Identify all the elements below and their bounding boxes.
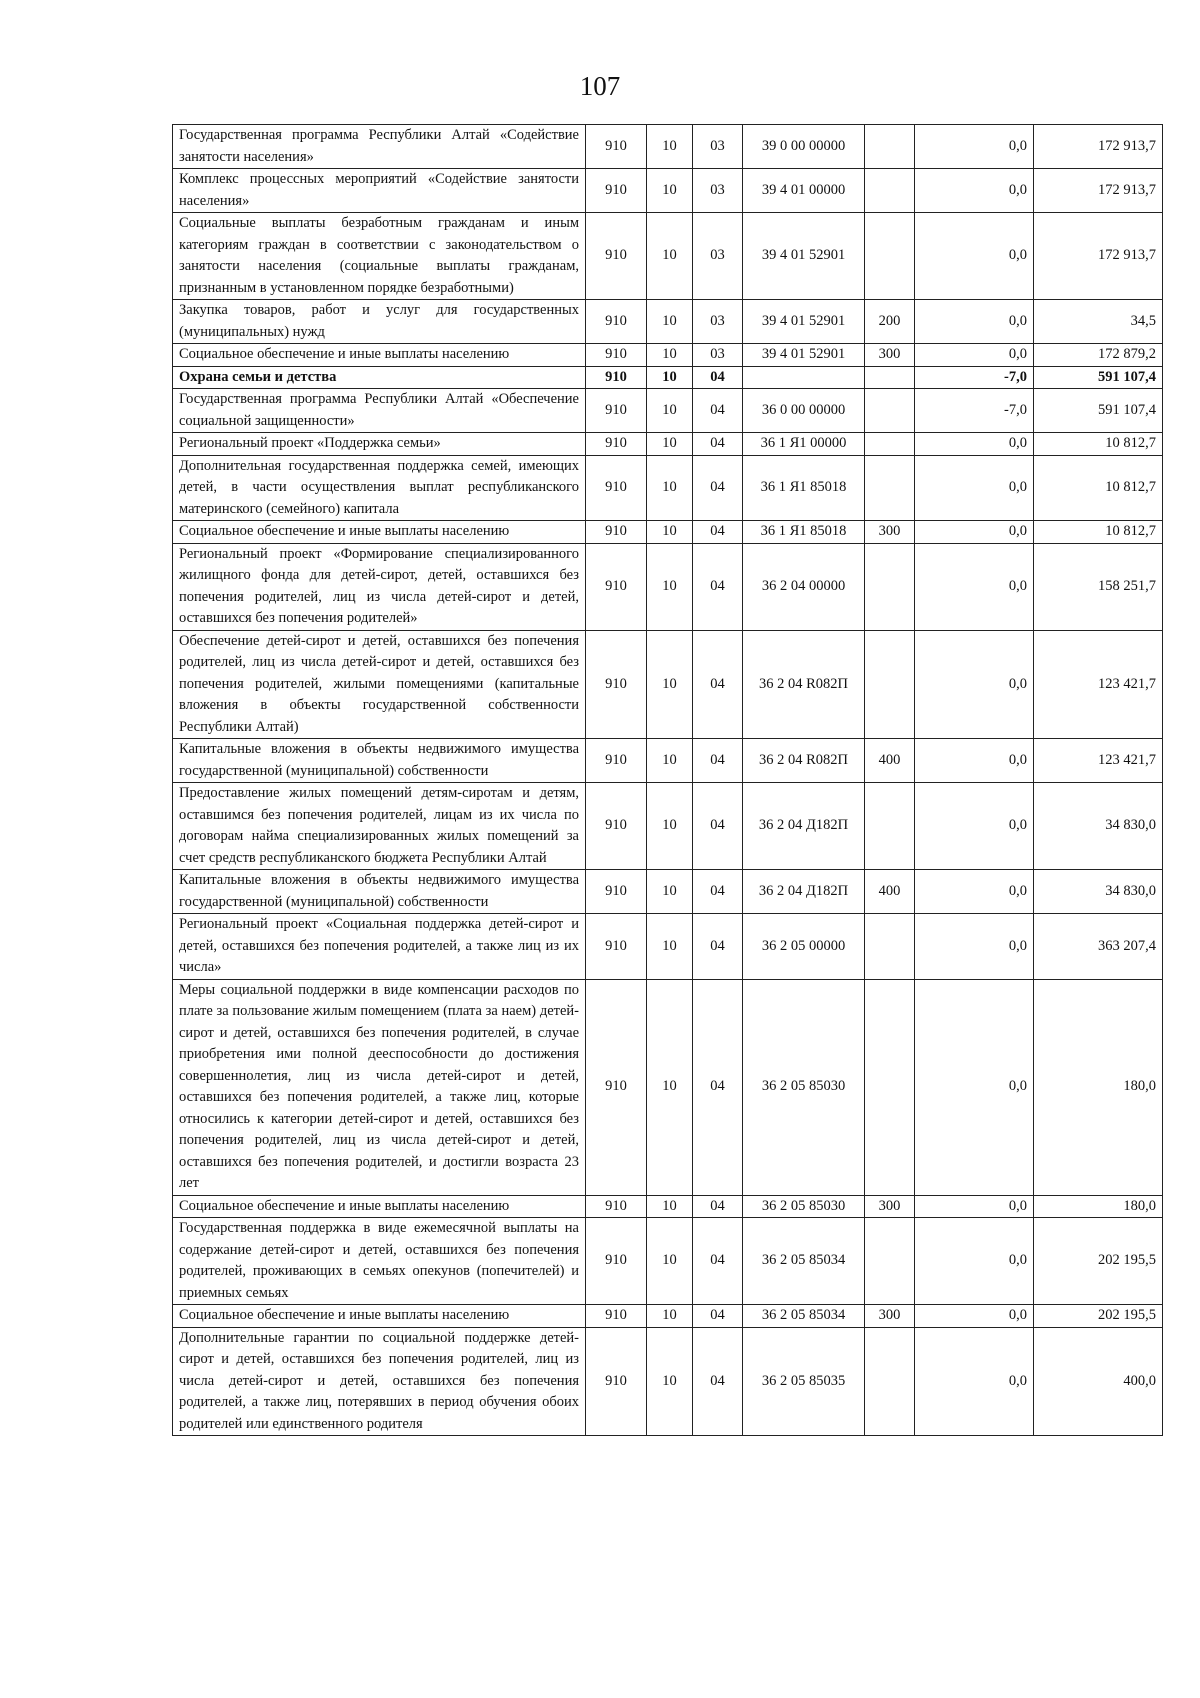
cell-subsection: 04 (693, 979, 743, 1195)
cell-sum-total: 10 812,7 (1034, 521, 1163, 544)
cell-sum-change: 0,0 (915, 455, 1034, 521)
table-row (173, 870, 1163, 914)
cell-name: Комплекс процессных мероприятий «Содействие занятости населения» (173, 169, 586, 213)
cell-expense-type: 400 (865, 739, 915, 783)
cell-sum-change: 0,0 (915, 344, 1034, 367)
cell-sum-change: 0,0 (915, 783, 1034, 870)
table-row (173, 1195, 1163, 1218)
table-row (173, 389, 1163, 433)
cell-subsection: 04 (693, 543, 743, 630)
cell-sum-total: 591 107,4 (1034, 389, 1163, 433)
table-row (173, 455, 1163, 521)
cell-grbs: 910 (586, 1218, 647, 1305)
cell-expense-type (865, 1327, 915, 1436)
cell-expense-type: 400 (865, 870, 915, 914)
cell-name: Предоставление жилых помещений детям-сиротам и детям, оставшимся без попечения родителей, лицам из их числа по договорам найма специализированных жилых помещений за счет средств республиканского бюджета Республики Алтай (173, 783, 586, 870)
cell-sum-change: 0,0 (915, 213, 1034, 300)
table-row (173, 433, 1163, 456)
cell-expense-type (865, 1218, 915, 1305)
cell-name: Государственная программа Республики Алтай «Обеспечение социальной защищенности» (173, 389, 586, 433)
cell-target-article: 36 2 05 00000 (743, 914, 865, 980)
cell-sum-total: 202 195,5 (1034, 1218, 1163, 1305)
cell-section: 10 (647, 433, 693, 456)
cell-expense-type: 300 (865, 521, 915, 544)
cell-target-article: 39 4 01 52901 (743, 300, 865, 344)
cell-expense-type: 300 (865, 344, 915, 367)
cell-target-article: 36 2 05 85034 (743, 1305, 865, 1328)
cell-subsection: 03 (693, 125, 743, 169)
cell-sum-change: 0,0 (915, 630, 1034, 739)
cell-target-article: 39 4 01 52901 (743, 213, 865, 300)
cell-grbs: 910 (586, 543, 647, 630)
cell-sum-total: 34,5 (1034, 300, 1163, 344)
cell-sum-total: 591 107,4 (1034, 366, 1163, 389)
cell-target-article: 36 2 05 85030 (743, 979, 865, 1195)
cell-target-article: 36 0 00 00000 (743, 389, 865, 433)
cell-target-article: 39 4 01 52901 (743, 344, 865, 367)
table-row (173, 543, 1163, 630)
cell-sum-change: -7,0 (915, 389, 1034, 433)
cell-name: Региональный проект «Формирование специализированного жилищного фонда для детей-сирот, детей, оставшихся без попечения родителей, лиц из числа детей-сирот и детей, оставшихся без попечения родителей» (173, 543, 586, 630)
cell-name: Социальное обеспечение и иные выплаты населению (173, 521, 586, 544)
cell-sum-change: 0,0 (915, 1195, 1034, 1218)
cell-target-article: 36 2 04 R082П (743, 630, 865, 739)
cell-target-article: 36 2 04 00000 (743, 543, 865, 630)
table-row (173, 739, 1163, 783)
cell-grbs: 910 (586, 914, 647, 980)
cell-sum-total: 400,0 (1034, 1327, 1163, 1436)
cell-subsection: 04 (693, 630, 743, 739)
cell-name: Обеспечение детей-сирот и детей, оставшихся без попечения родителей, лиц из числа детей-сирот и детей, оставшихся без попечения родителей, жилыми помещениями (капитальные вложения в объекты государственной собственности Республики Алтай) (173, 630, 586, 739)
cell-subsection: 03 (693, 169, 743, 213)
cell-grbs: 910 (586, 455, 647, 521)
table-row (173, 1305, 1163, 1328)
cell-name: Закупка товаров, работ и услуг для государственных (муниципальных) нужд (173, 300, 586, 344)
cell-grbs: 910 (586, 521, 647, 544)
cell-sum-change: 0,0 (915, 300, 1034, 344)
table-row (173, 630, 1163, 739)
cell-grbs: 910 (586, 366, 647, 389)
cell-target-article: 36 2 04 Д182П (743, 783, 865, 870)
table-row (173, 213, 1163, 300)
cell-sum-total: 34 830,0 (1034, 783, 1163, 870)
cell-expense-type (865, 125, 915, 169)
cell-grbs: 910 (586, 300, 647, 344)
cell-section: 10 (647, 870, 693, 914)
cell-name: Социальное обеспечение и иные выплаты населению (173, 344, 586, 367)
table-row (173, 979, 1163, 1195)
cell-subsection: 04 (693, 1218, 743, 1305)
cell-sum-total: 202 195,5 (1034, 1305, 1163, 1328)
cell-expense-type (865, 169, 915, 213)
cell-section: 10 (647, 1327, 693, 1436)
cell-sum-change: 0,0 (915, 433, 1034, 456)
cell-sum-change: 0,0 (915, 979, 1034, 1195)
table-row (173, 1327, 1163, 1436)
cell-subsection: 04 (693, 783, 743, 870)
cell-section: 10 (647, 213, 693, 300)
cell-grbs: 910 (586, 1195, 647, 1218)
cell-target-article: 36 1 Я1 85018 (743, 521, 865, 544)
cell-expense-type: 300 (865, 1305, 915, 1328)
cell-grbs: 910 (586, 1327, 647, 1436)
cell-expense-type (865, 433, 915, 456)
cell-sum-total: 180,0 (1034, 1195, 1163, 1218)
cell-subsection: 04 (693, 1195, 743, 1218)
table-row (173, 125, 1163, 169)
cell-name: Охрана семьи и детства (173, 366, 586, 389)
cell-sum-total: 172 879,2 (1034, 344, 1163, 367)
table-row (173, 300, 1163, 344)
cell-expense-type (865, 914, 915, 980)
cell-grbs: 910 (586, 630, 647, 739)
cell-subsection: 04 (693, 366, 743, 389)
cell-grbs: 910 (586, 169, 647, 213)
cell-section: 10 (647, 300, 693, 344)
cell-subsection: 04 (693, 914, 743, 980)
cell-grbs: 910 (586, 979, 647, 1195)
cell-section: 10 (647, 1305, 693, 1328)
cell-section: 10 (647, 169, 693, 213)
cell-name: Государственная поддержка в виде ежемесячной выплаты на содержание детей-сирот и детей, оставшихся без попечения родителей, проживающих в семьях опекунов (попечителей) и приемных семьях (173, 1218, 586, 1305)
cell-sum-total: 172 913,7 (1034, 213, 1163, 300)
cell-subsection: 04 (693, 521, 743, 544)
cell-subsection: 03 (693, 300, 743, 344)
cell-target-article: 36 1 Я1 85018 (743, 455, 865, 521)
cell-grbs: 910 (586, 344, 647, 367)
cell-sum-change: 0,0 (915, 870, 1034, 914)
cell-name: Дополнительные гарантии по социальной поддержке детей-сирот и детей, оставшихся без попечения родителей, лиц из числа детей-сирот и детей, оставшихся без попечения родителей, а также лиц, потерявших в период обучения обоих родителей или единственного родителя (173, 1327, 586, 1436)
cell-grbs: 910 (586, 739, 647, 783)
cell-sum-change: 0,0 (915, 1327, 1034, 1436)
cell-sum-change: -7,0 (915, 366, 1034, 389)
cell-name: Социальное обеспечение и иные выплаты населению (173, 1305, 586, 1328)
cell-expense-type (865, 389, 915, 433)
table-row (173, 783, 1163, 870)
cell-sum-change: 0,0 (915, 1218, 1034, 1305)
cell-sum-total: 158 251,7 (1034, 543, 1163, 630)
cell-name: Социальное обеспечение и иные выплаты населению (173, 1195, 586, 1218)
cell-subsection: 04 (693, 455, 743, 521)
table-row (173, 366, 1163, 389)
cell-subsection: 04 (693, 389, 743, 433)
cell-expense-type (865, 979, 915, 1195)
cell-expense-type (865, 783, 915, 870)
cell-section: 10 (647, 366, 693, 389)
cell-section: 10 (647, 455, 693, 521)
cell-expense-type (865, 366, 915, 389)
cell-section: 10 (647, 630, 693, 739)
cell-section: 10 (647, 344, 693, 367)
cell-name: Капитальные вложения в объекты недвижимого имущества государственной (муниципальной) собственности (173, 870, 586, 914)
cell-target-article: 39 4 01 00000 (743, 169, 865, 213)
cell-section: 10 (647, 389, 693, 433)
cell-section: 10 (647, 914, 693, 980)
cell-expense-type: 300 (865, 1195, 915, 1218)
table-row (173, 521, 1163, 544)
cell-name: Региональный проект «Социальная поддержка детей-сирот и детей, оставшихся без попечения родителей, а также лиц из их числа» (173, 914, 586, 980)
cell-sum-total: 172 913,7 (1034, 125, 1163, 169)
cell-target-article: 36 2 05 85035 (743, 1327, 865, 1436)
cell-grbs: 910 (586, 389, 647, 433)
cell-sum-change: 0,0 (915, 739, 1034, 783)
cell-name: Государственная программа Республики Алтай «Содействие занятости населения» (173, 125, 586, 169)
cell-section: 10 (647, 783, 693, 870)
table-row (173, 1218, 1163, 1305)
cell-expense-type (865, 543, 915, 630)
cell-subsection: 04 (693, 739, 743, 783)
cell-subsection: 03 (693, 213, 743, 300)
cell-grbs: 910 (586, 783, 647, 870)
cell-section: 10 (647, 1195, 693, 1218)
cell-expense-type: 200 (865, 300, 915, 344)
cell-sum-change: 0,0 (915, 521, 1034, 544)
cell-section: 10 (647, 739, 693, 783)
cell-name: Капитальные вложения в объекты недвижимого имущества государственной (муниципальной) собственности (173, 739, 586, 783)
table-row (173, 344, 1163, 367)
table-body (173, 125, 1163, 1436)
cell-expense-type (865, 213, 915, 300)
cell-subsection: 04 (693, 1305, 743, 1328)
cell-sum-total: 10 812,7 (1034, 433, 1163, 456)
cell-grbs: 910 (586, 433, 647, 456)
cell-subsection: 04 (693, 870, 743, 914)
cell-grbs: 910 (586, 870, 647, 914)
cell-sum-total: 363 207,4 (1034, 914, 1163, 980)
cell-sum-change: 0,0 (915, 543, 1034, 630)
cell-target-article (743, 366, 865, 389)
cell-sum-total: 172 913,7 (1034, 169, 1163, 213)
cell-section: 10 (647, 1218, 693, 1305)
cell-target-article: 36 2 05 85030 (743, 1195, 865, 1218)
cell-name: Региональный проект «Поддержка семьи» (173, 433, 586, 456)
cell-sum-change: 0,0 (915, 1305, 1034, 1328)
cell-expense-type (865, 630, 915, 739)
cell-grbs: 910 (586, 125, 647, 169)
page-number: 107 (579, 71, 621, 101)
cell-section: 10 (647, 979, 693, 1195)
table-row (173, 914, 1163, 980)
cell-subsection: 04 (693, 433, 743, 456)
cell-sum-total: 34 830,0 (1034, 870, 1163, 914)
table-row (173, 169, 1163, 213)
cell-section: 10 (647, 125, 693, 169)
cell-subsection: 04 (693, 1327, 743, 1436)
cell-target-article: 36 2 04 Д182П (743, 870, 865, 914)
cell-expense-type (865, 455, 915, 521)
cell-name: Дополнительная государственная поддержка семей, имеющих детей, в части осуществления выплат республиканского материнского (семейного) капитала (173, 455, 586, 521)
cell-sum-total: 180,0 (1034, 979, 1163, 1195)
budget-table (172, 124, 1163, 1436)
cell-name: Социальные выплаты безработным гражданам и иным категориям граждан в соответствии с законодательством о занятости населения (социальные выплаты гражданам, признанным в установленном порядке безработными) (173, 213, 586, 300)
cell-name: Меры социальной поддержки в виде компенсации расходов по плате за пользование жилым помещением (плата за наем) детей-сирот и детей, оставшихся без попечения родителей, в случае приобретения ими полной дееспособности до достижения совершеннолетия, лиц из числа детей-сирот и детей, оставшихся без попечения родителей, а также лиц, которые относились к категории детей-сирот и детей, оставшихся без попечения родителей, лиц из числа детей-сирот и детей, оставшихся без попечения родителей, и достигли возраста 23 лет (173, 979, 586, 1195)
cell-section: 10 (647, 521, 693, 544)
cell-sum-total: 10 812,7 (1034, 455, 1163, 521)
cell-sum-change: 0,0 (915, 169, 1034, 213)
cell-grbs: 910 (586, 213, 647, 300)
cell-subsection: 03 (693, 344, 743, 367)
cell-target-article: 36 2 04 R082П (743, 739, 865, 783)
cell-target-article: 39 0 00 00000 (743, 125, 865, 169)
cell-sum-total: 123 421,7 (1034, 630, 1163, 739)
cell-section: 10 (647, 543, 693, 630)
cell-grbs: 910 (586, 1305, 647, 1328)
cell-target-article: 36 2 05 85034 (743, 1218, 865, 1305)
cell-target-article: 36 1 Я1 00000 (743, 433, 865, 456)
cell-sum-total: 123 421,7 (1034, 739, 1163, 783)
cell-sum-change: 0,0 (915, 914, 1034, 980)
cell-sum-change: 0,0 (915, 125, 1034, 169)
